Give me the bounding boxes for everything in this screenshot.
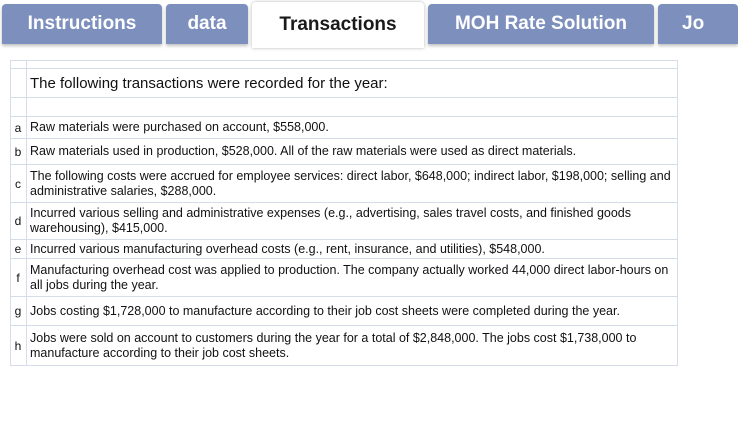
row-letter-cell (10, 98, 27, 116)
transaction-row-a[interactable] (10, 117, 678, 139)
tab-jo[interactable] (658, 4, 738, 44)
transaction-row-g[interactable] (10, 297, 678, 326)
tab-transactions[interactable] (252, 2, 424, 48)
transaction-letter: e (10, 240, 27, 258)
sheet-heading: The following transactions were recorded for the year: (30, 74, 388, 92)
transaction-text: Jobs costing $1,728,000 to manufacture according to their job cost sheets were completed during the year. (30, 303, 620, 318)
spacer-row (10, 60, 678, 69)
transaction-row-f[interactable] (10, 259, 678, 297)
tab-label: MOH Rate Solution (454, 13, 628, 34)
tab-instructions[interactable] (2, 4, 162, 44)
tab-label: data (187, 13, 227, 34)
transaction-row-b[interactable] (10, 139, 678, 165)
transaction-letter: h (10, 326, 27, 365)
transaction-row-e[interactable] (10, 240, 678, 259)
row-letter-cell (10, 60, 27, 68)
transaction-row-c[interactable] (10, 165, 678, 203)
row-letter-cell (10, 69, 27, 97)
transaction-text: Incurred various selling and administrative expenses (e.g., advertising, sales travel costs, and finished goods warehousing), $415,000. (30, 206, 632, 235)
tab-label: Instructions (27, 13, 137, 34)
transaction-text: The following costs were accrued for employee services: direct labor, $648,000; indirect labor, $198,000; selling and administrative salaries, $288,000. (30, 168, 671, 198)
tab-label: Transactions (279, 14, 397, 35)
transaction-letter: c (10, 165, 27, 202)
tab-label: Jo (682, 13, 705, 34)
transaction-text: Raw materials were purchased on account, $558,000. (30, 120, 329, 134)
spacer-row (10, 98, 678, 117)
transaction-letter: f (10, 259, 27, 296)
transaction-text: Raw materials used in production, $528,000. All of the raw materials were used as direct materials. (30, 144, 577, 158)
transaction-row-d[interactable] (10, 203, 678, 240)
transaction-text: Incurred various manufacturing overhead costs (e.g., rent, insurance, and utilities), $548,000. (30, 241, 545, 256)
transaction-letter: a (10, 117, 27, 138)
transaction-letter: d (10, 203, 27, 239)
transactions-sheet (10, 60, 678, 366)
heading-row (10, 69, 678, 98)
transaction-letter: g (10, 297, 27, 325)
tab-data[interactable] (166, 4, 248, 44)
sheet-tab-bar (0, 0, 705, 50)
transaction-text: Manufacturing overhead cost was applied to production. The company actually worked 44,000 direct labor-hours on all jobs during the year. (30, 262, 669, 292)
transaction-letter: b (10, 139, 27, 164)
transaction-row-h[interactable] (10, 326, 678, 366)
tab-moh-rate-solution[interactable] (428, 4, 654, 44)
transaction-text: Jobs were sold on account to customers during the year for a total of $2,848,000. The jobs cost $1,738,000 to manufacture according to their job cost sheets. (30, 330, 637, 360)
